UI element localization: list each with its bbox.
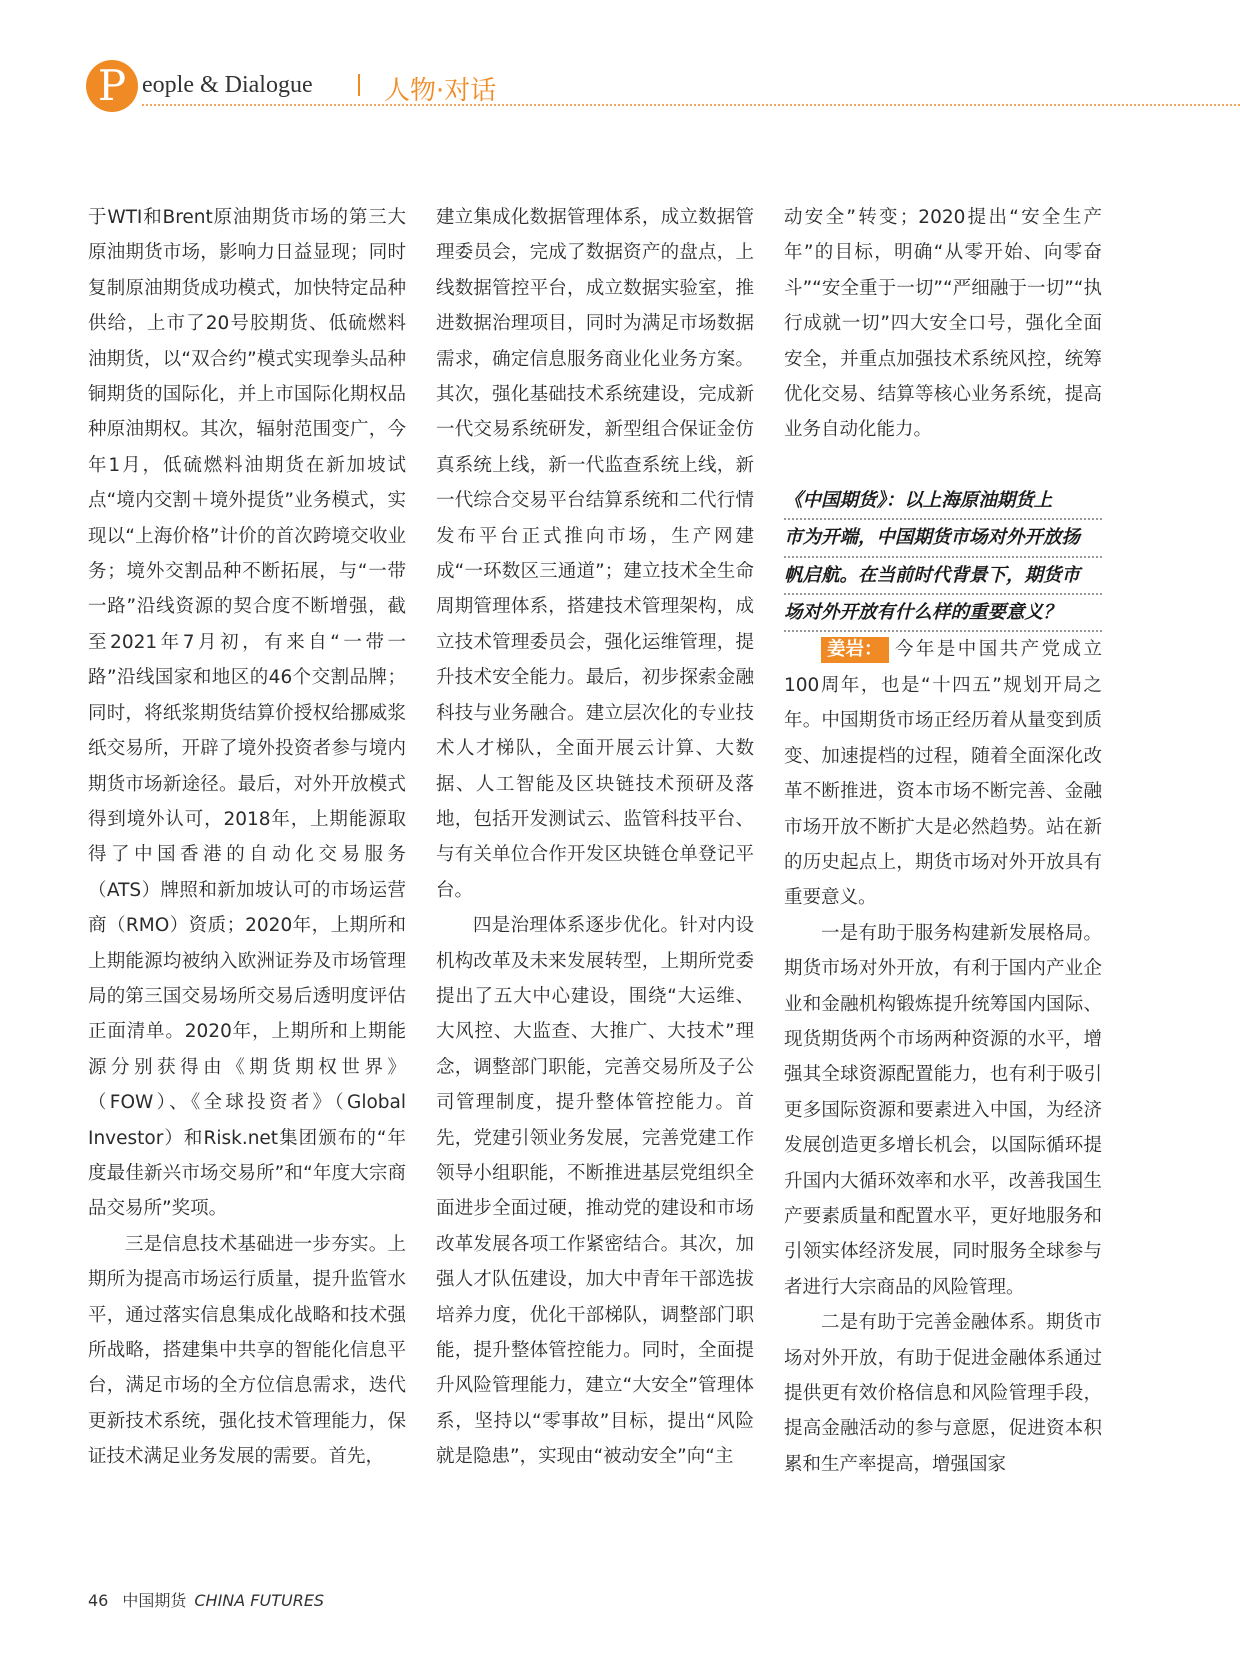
magazine-name-en: CHINA FUTURES [194, 1591, 325, 1610]
text-column-1 [88, 200, 406, 1500]
answer-text: 今年是中国共产党成立100周年，也是“十四五”规划开局之年。中国期货市场正经历着从量变到质变、加速提档的过程，随着全面深化改革不断推进，资本市场不断完善、金融市场开放不断扩大是必然趋势。站在新的历史起点上，期货市场对外开放具有重要意义。 [784, 639, 1102, 909]
header-dotted-rule [142, 104, 1240, 106]
question-line: 《中国期货》：以上海原油期货上 [784, 483, 1102, 520]
question-line: 帆启航。在当前时代背景下，期货市 [784, 558, 1102, 595]
interview-answer [784, 632, 1102, 915]
page-header [86, 60, 1240, 116]
paragraph: 于WTI和Brent原油期货市场的第三大原油期货市场，影响力日益显现；同时复制原油期货成功模式，加快特定品种供给，上市了20号胶期货、低硫燃料油期货，以“双合约”模式实现拳头品种铜期货的国际化，并上市国际化期权品种原油期权。其次，辐射范围变广，今年1月，低硫燃料油期货在新加坡试点“境内交割＋境外提货”业务模式，实现以“上海价格”计价的首次跨境交收业务；境外交割品种不断拓展，与“一带一路”沿线资源的契合度不断增强，截至2021年7月初，有来自“一带一路”沿线国家和地区的46个交割品牌；同时，将纸浆期货结算价授权给挪威浆纸交易所，开辟了境外投资者参与境内期货市场新途径。最后，对外开放模式得到境外认可，2018年，上期能源取得了中国香港的自动化交易服务（ATS）牌照和新加坡认可的市场运营商（RMO）资质；2020年，上期所和上期能源均被纳入欧洲证券及市场管理局的第三国交易场所交易后透明度评估正面清单。2020年，上期所和上期能源分别获得由《期货期权世界》（FOW）、《全球投资者》（Global Investor）和Risk.net集团颁布的“年度最佳新兴市场交易所”和“年度大宗商品交易所”奖项。 [88, 207, 406, 1220]
paragraph: 二是有助于完善金融体系。期货市场对外开放，有助于促进金融体系通过提供更有效价格信息和风险管理手段，提高金融活动的参与意愿，促进资本积累和生产率提高，增强国家 [784, 1312, 1102, 1475]
question-line: 市为开端，中国期货市场对外开放扬 [784, 520, 1102, 557]
text-column-2 [436, 200, 754, 1500]
magazine-name-cn: 中国期货 [122, 1591, 187, 1610]
paragraph: 一是有助于服务构建新发展格局。期货市场对外开放，有利于国内产业企业和金融机构锻炼提升统筹国内国际、现货期货两个市场两种资源的水平，增强其全球资源配置能力，也有利于吸引更多国际资源和要素进入中国，为经济发展创造更多增长机会，以国际循环提升国内大循环效率和水平，改善我国生产要素质量和配置水平，更好地服务和引领实体经济发展，同时服务全球参与者进行大宗商品的风险管理。 [784, 922, 1102, 1298]
paragraph: 建立集成化数据管理体系，成立数据管理委员会，完成了数据资产的盘点，上线数据管控平台，成立数据实验室，推进数据治理项目，同时为满足市场数据需求，确定信息服务商业化业务方案。其次，强化基础技术系统建设，完成新一代交易系统研发，新型组合保证金仿真系统上线，新一代监查系统上线，新一代综合交易平台结算系统和二代行情发布平台正式推向市场，生产网建成“一环数区三通道”；建立技术全生命周期管理体系，搭建技术管理架构，成立技术管理委员会，强化运维管理，提升技术安全能力。最后，初步探索金融科技与业务融合。建立层次化的专业技术人才梯队，全面开展云计算、大数据、人工智能及区块链技术预研及落地，包括开发测试云、监管科技平台、与有关单位合作开发区块链仓单登记平台。 [436, 207, 754, 901]
speaker-badge: 姜岩： [821, 637, 889, 663]
interview-question [784, 483, 1102, 633]
page-number: 46 [88, 1591, 109, 1610]
paragraph: 四是治理体系逐步优化。针对内设机构改革及未来发展转型，上期所党委提出了五大中心建设，围绕“大运维、大风控、大监查、大推广、大技术”理念，调整部门职能，完善交易所及子公司管理制度，提升整体管控能力。首先，党建引领业务发展，完善党建工作领导小组职能，不断推进基层党组织全面进步全面过硬，推动党的建设和市场改革发展各项工作紧密结合。其次，加强人才队伍建设，加大中青年干部选拔培养力度，优化干部梯队，调整部门职能，提升整体管控能力。同时，全面提升风险管理能力，建立“大安全”管理体系，坚持以“零事故”目标，提出“风险就是隐患”，实现由“被动安全”向“主 [436, 915, 754, 1468]
section-title-cn: 人物·对话 [384, 76, 497, 106]
section-title-en: eople & Dialogue [142, 72, 313, 98]
header-divider [358, 74, 360, 96]
question-line: 场对外开放有什么样的重要意义？ [784, 595, 1102, 632]
section-logo-icon: P [86, 60, 138, 112]
text-column-3 [784, 200, 1102, 1500]
paragraph: 三是信息技术基础进一步夯实。上期所为提高市场运行质量，提升监管水平，通过落实信息集成化战略和技术强所战略，搭建集中共享的智能化信息平台，满足市场的全方位信息需求，迭代更新技术系统，强化技术管理能力，保证技术满足业务发展的需要。首先， [88, 1233, 406, 1468]
page-footer [88, 1588, 324, 1611]
paragraph: 动安全”转变；2020提出“安全生产年”的目标，明确“从零开始、向零奋斗”“安全重于一切”“严细融于一切”“执行成就一切”四大安全口号，强化全面安全，并重点加强技术系统风控，统筹优化交易、结算等核心业务系统，提高业务自动化能力。 [784, 207, 1102, 441]
